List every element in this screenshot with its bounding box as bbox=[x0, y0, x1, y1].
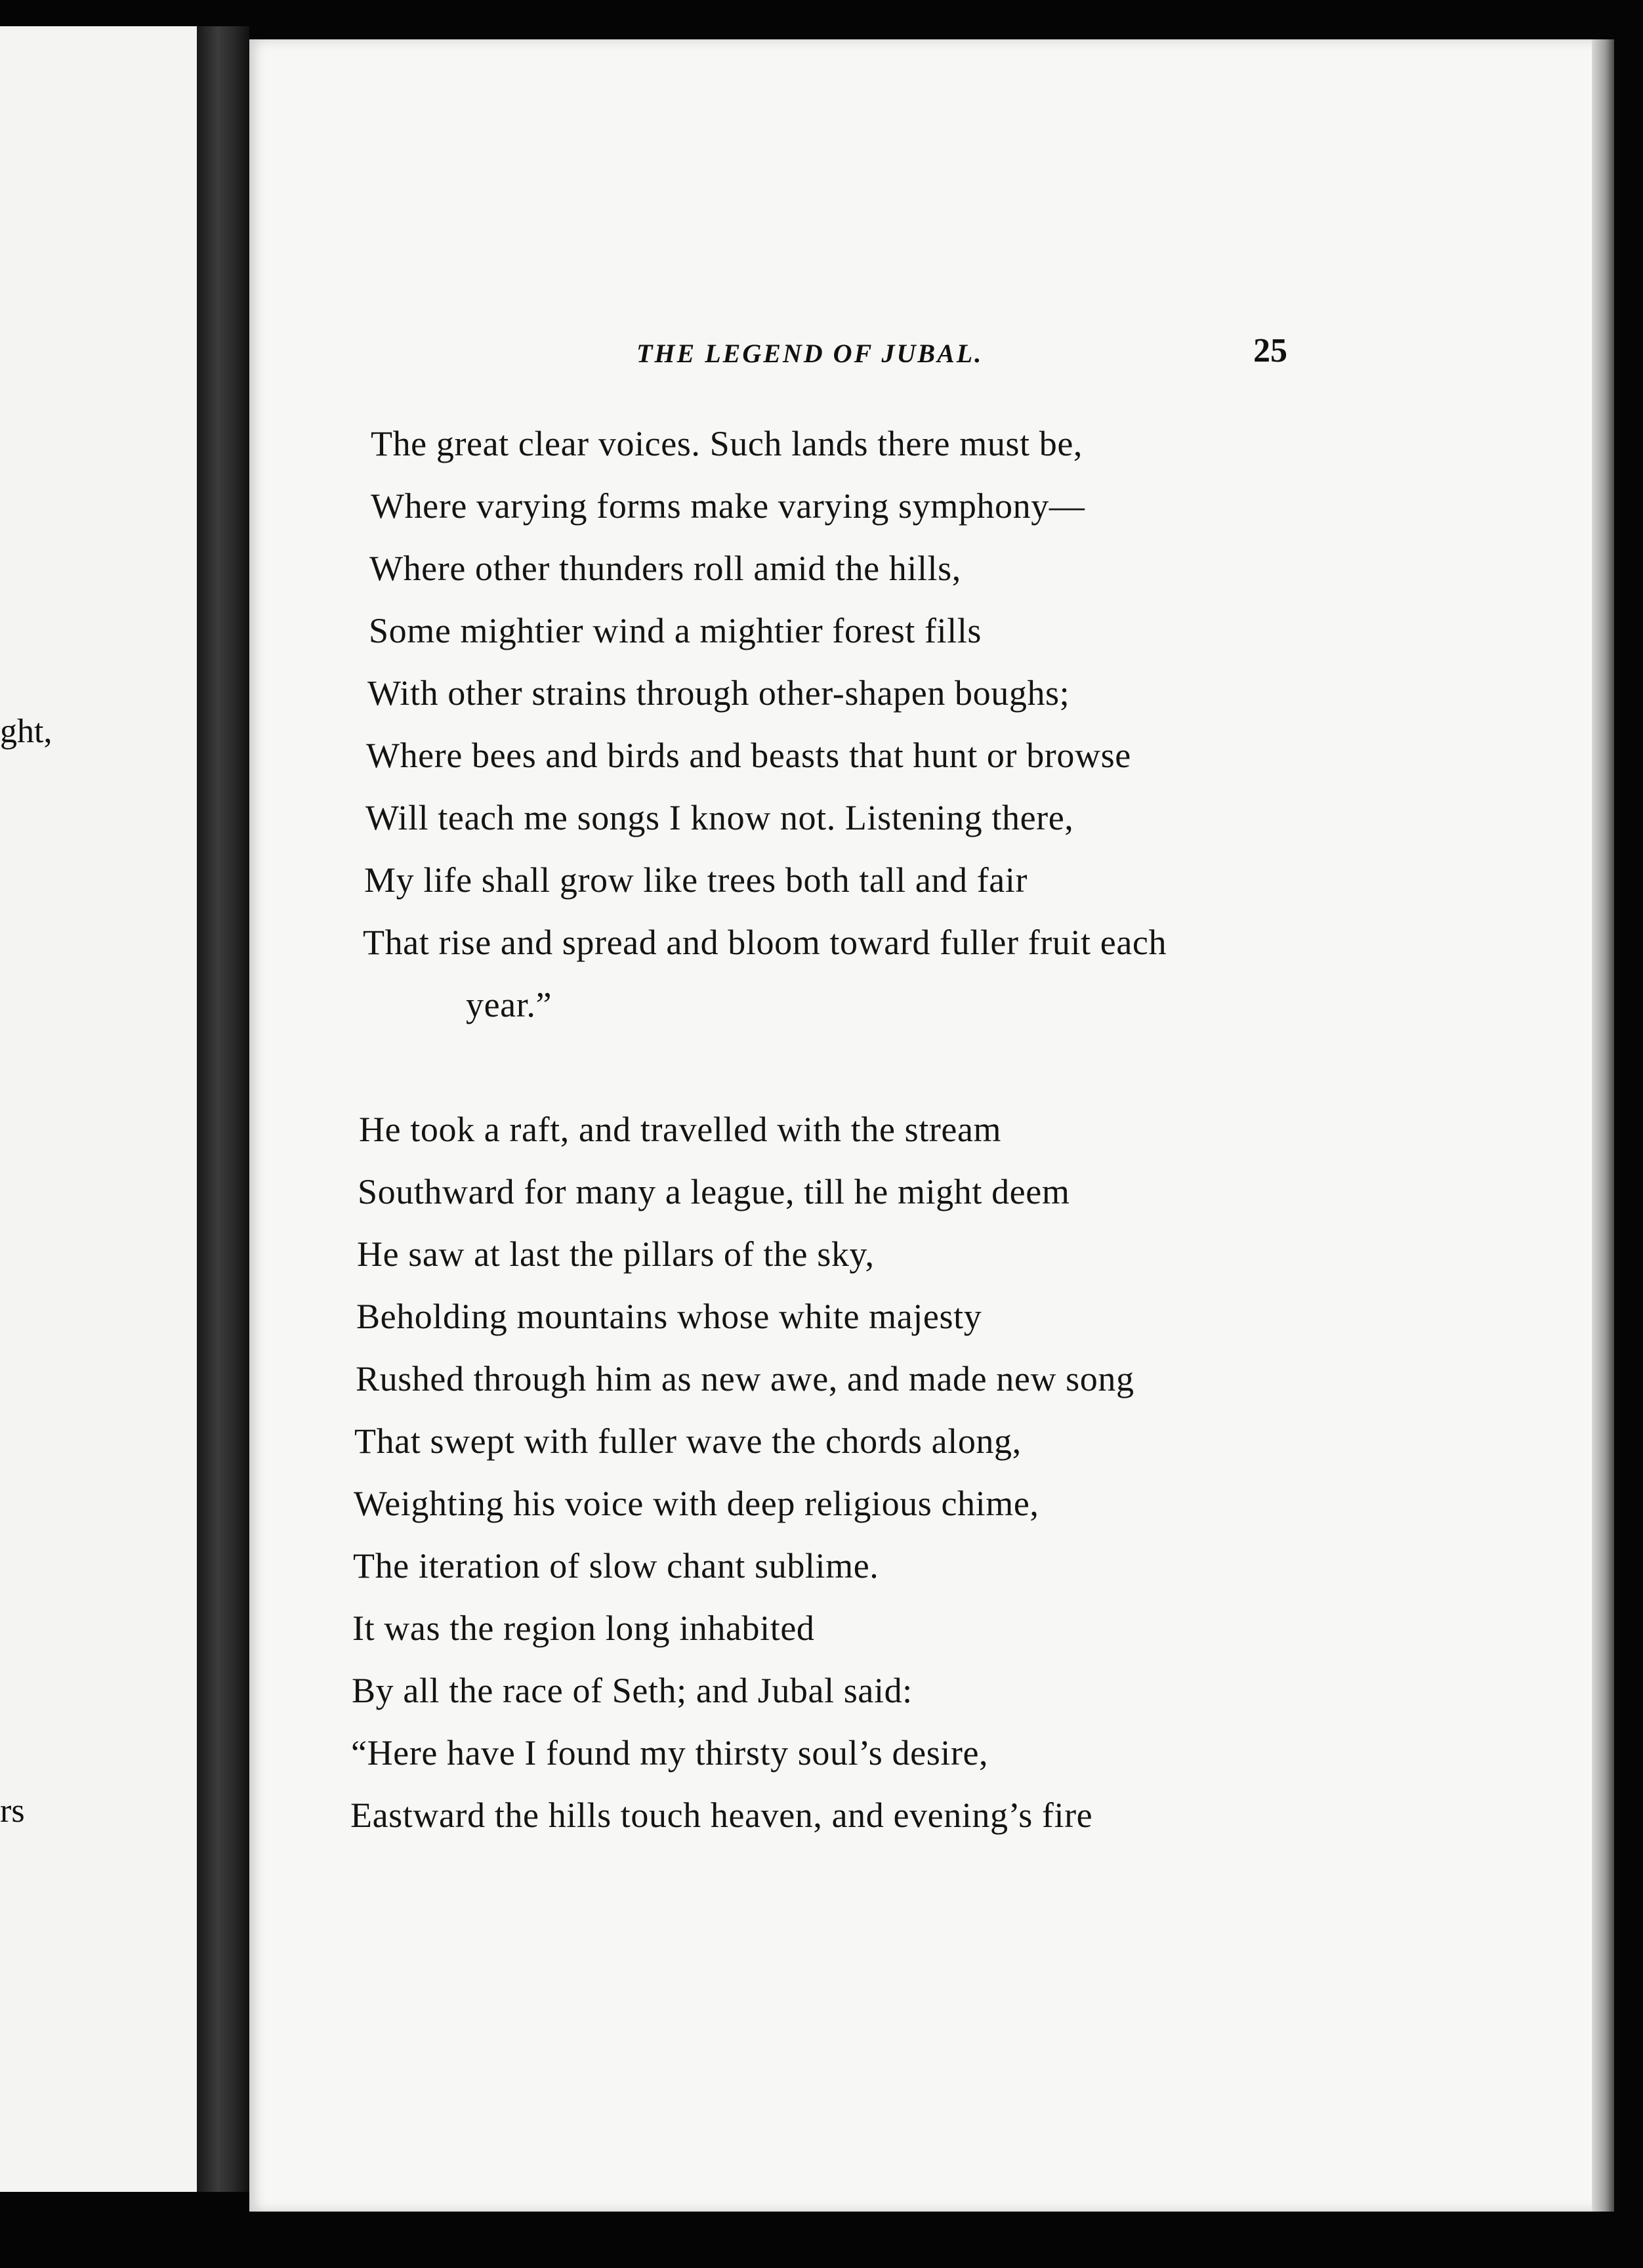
verse-line: The great clear voices. Such lands there must be, bbox=[371, 424, 1083, 463]
verse-line: Where other thunders roll amid the hills, bbox=[369, 549, 961, 588]
left-page-fragment: ght, bbox=[0, 713, 52, 750]
verse-line: The iteration of slow chant sublime. bbox=[353, 1546, 879, 1586]
verse-line: “Here have I found my thirsty soul’s desire, bbox=[351, 1733, 989, 1773]
verse-line: With other strains through other-shapen boughs; bbox=[367, 673, 1070, 713]
verse-line: He saw at last the pillars of the sky, bbox=[357, 1234, 875, 1274]
verse-line: Southward for many a league, till he might deem bbox=[358, 1172, 1070, 1211]
page-edge bbox=[1592, 39, 1614, 2212]
verse-line: That rise and spread and bloom toward fuller fruit each bbox=[363, 923, 1167, 962]
verse-line: year.” bbox=[466, 985, 552, 1024]
page-number: 25 bbox=[1253, 332, 1287, 369]
verse-line: Weighting his voice with deep religious chime, bbox=[354, 1484, 1039, 1523]
book-gutter bbox=[197, 26, 249, 2192]
verse-line: Some mightier wind a mightier forest fills bbox=[369, 611, 982, 650]
verse-line: Where bees and birds and beasts that hunt or browse bbox=[366, 736, 1131, 775]
verse-line: Beholding mountains whose white majesty bbox=[356, 1297, 982, 1336]
verse-line: By all the race of Seth; and Jubal said: bbox=[352, 1671, 913, 1710]
verse-line: My life shall grow like trees both tall and fair bbox=[364, 860, 1028, 900]
left-page bbox=[0, 26, 198, 2192]
verse-line: Will teach me songs I know not. Listening there, bbox=[365, 798, 1074, 837]
running-title: THE LEGEND OF JUBAL. bbox=[636, 339, 984, 368]
verse-line: He took a raft, and travelled with the stream bbox=[359, 1110, 1002, 1149]
left-page-fragment: rs bbox=[0, 1792, 25, 1830]
verse-line: Where varying forms make varying symphony— bbox=[371, 486, 1085, 526]
right-page bbox=[249, 39, 1614, 2212]
verse-line: Eastward the hills touch heaven, and evening’s fire bbox=[350, 1796, 1093, 1835]
verse-line: It was the region long inhabited bbox=[352, 1608, 815, 1648]
verse-line: That swept with fuller wave the chords along, bbox=[354, 1421, 1022, 1461]
verse-line: Rushed through him as new awe, and made new song bbox=[356, 1359, 1134, 1398]
